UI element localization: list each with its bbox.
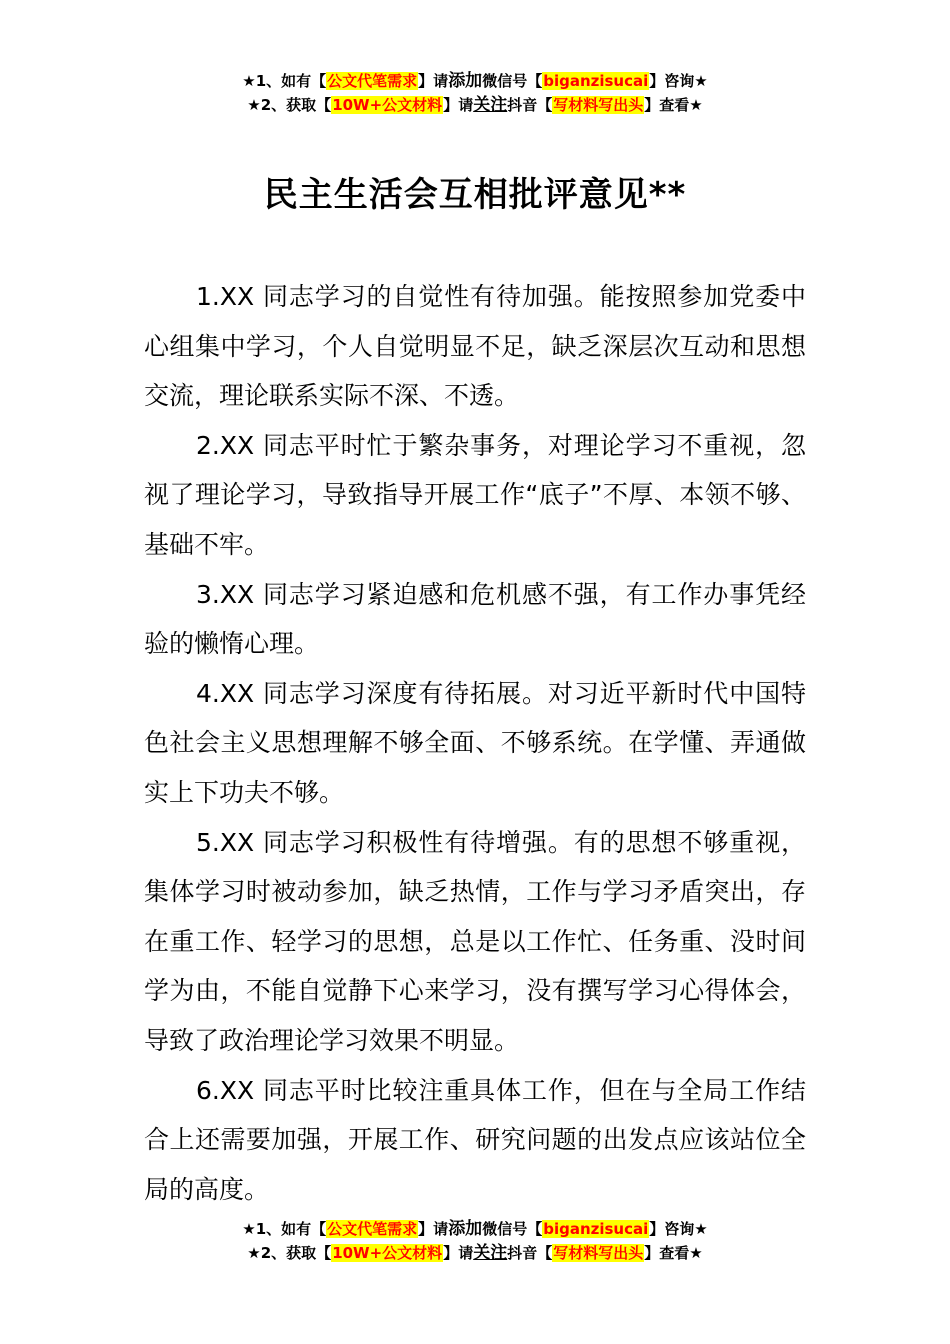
banner-text: 】查看★ [644, 96, 703, 114]
banner-highlight: 公文代笔需求 [327, 1220, 418, 1238]
banner-text: 】请 [443, 1244, 474, 1262]
paragraph-6: 6.XX 同志平时比较注重具体工作，但在与全局工作结合上还需要加强，开展工作、研究问题的出发点应该站位全局的高度。 [144, 1075, 806, 1204]
banner-text: 】咨询★ [649, 72, 708, 90]
banner-text: 】请 [418, 72, 449, 90]
banner-text: 抖音【 [507, 96, 553, 114]
banner-highlight: 公文代笔需求 [327, 72, 418, 90]
header-banner [0, 69, 950, 117]
banner-line-2 [0, 1241, 950, 1265]
banner-text: ★2、获取【 [247, 1244, 332, 1262]
banner-text: 抖音【 [507, 1244, 553, 1262]
banner-text: 】咨询★ [649, 1220, 708, 1238]
banner-text: ★1、如有【 [242, 72, 327, 90]
footer-banner [0, 1217, 950, 1265]
banner-emphasis: 添加 [448, 1219, 483, 1239]
banner-emphasis: 关注 [473, 1243, 508, 1263]
banner-text: ★1、如有【 [242, 1220, 327, 1238]
banner-text: 】查看★ [644, 1244, 703, 1262]
paragraph-5: 5.XX 同志学习积极性有待增强。有的思想不够重视，集体学习时被动参加，缺乏热情，工作与学习矛盾突出，存在重工作、轻学习的思想，总是以工作忙、任务重、没时间学为由，不能自觉静下心来学习，没有撰写学习心得体会，导致了政治理论学习效果不明显。 [144, 827, 806, 1055]
banner-highlight: 10W+公文材料 [332, 96, 443, 114]
paragraph-2: 2.XX 同志平时忙于繁杂事务，对理论学习不重视，忽视了理论学习，导致指导开展工作“底子”不厚、本领不够、基础不牢。 [144, 430, 806, 559]
banner-emphasis: 关注 [473, 95, 508, 115]
banner-line-1 [0, 69, 950, 93]
paragraph-3: 3.XX 同志学习紧迫感和危机感不强，有工作办事凭经验的懒惰心理。 [144, 579, 806, 659]
banner-text: ★2、获取【 [247, 96, 332, 114]
paragraph-4: 4.XX 同志学习深度有待拓展。对习近平新时代中国特色社会主义思想理解不够全面、不够系统。在学懂、弄通做实上下功夫不够。 [144, 678, 806, 807]
banner-text: 微信号【 [482, 1220, 543, 1238]
banner-text: 】请 [418, 1220, 449, 1238]
banner-highlight: 写材料写出头 [553, 1244, 644, 1262]
banner-text: 】请 [443, 96, 474, 114]
banner-highlight: biganzisucai [543, 1220, 649, 1238]
banner-line-1 [0, 1217, 950, 1241]
paragraph-1: 1.XX 同志学习的自觉性有待加强。能按照参加党委中心组集中学习，个人自觉明显不足，缺乏深层次互动和思想交流，理论联系实际不深、不透。 [144, 282, 806, 411]
document-body [144, 272, 806, 1214]
banner-highlight: 写材料写出头 [553, 96, 644, 114]
document-title: 民主生活会互相批评意见** [263, 175, 687, 215]
banner-line-2 [0, 93, 950, 117]
banner-emphasis: 添加 [448, 71, 483, 91]
banner-highlight: 10W+公文材料 [332, 1244, 443, 1262]
banner-highlight: biganzisucai [543, 72, 649, 90]
banner-text: 微信号【 [482, 72, 543, 90]
